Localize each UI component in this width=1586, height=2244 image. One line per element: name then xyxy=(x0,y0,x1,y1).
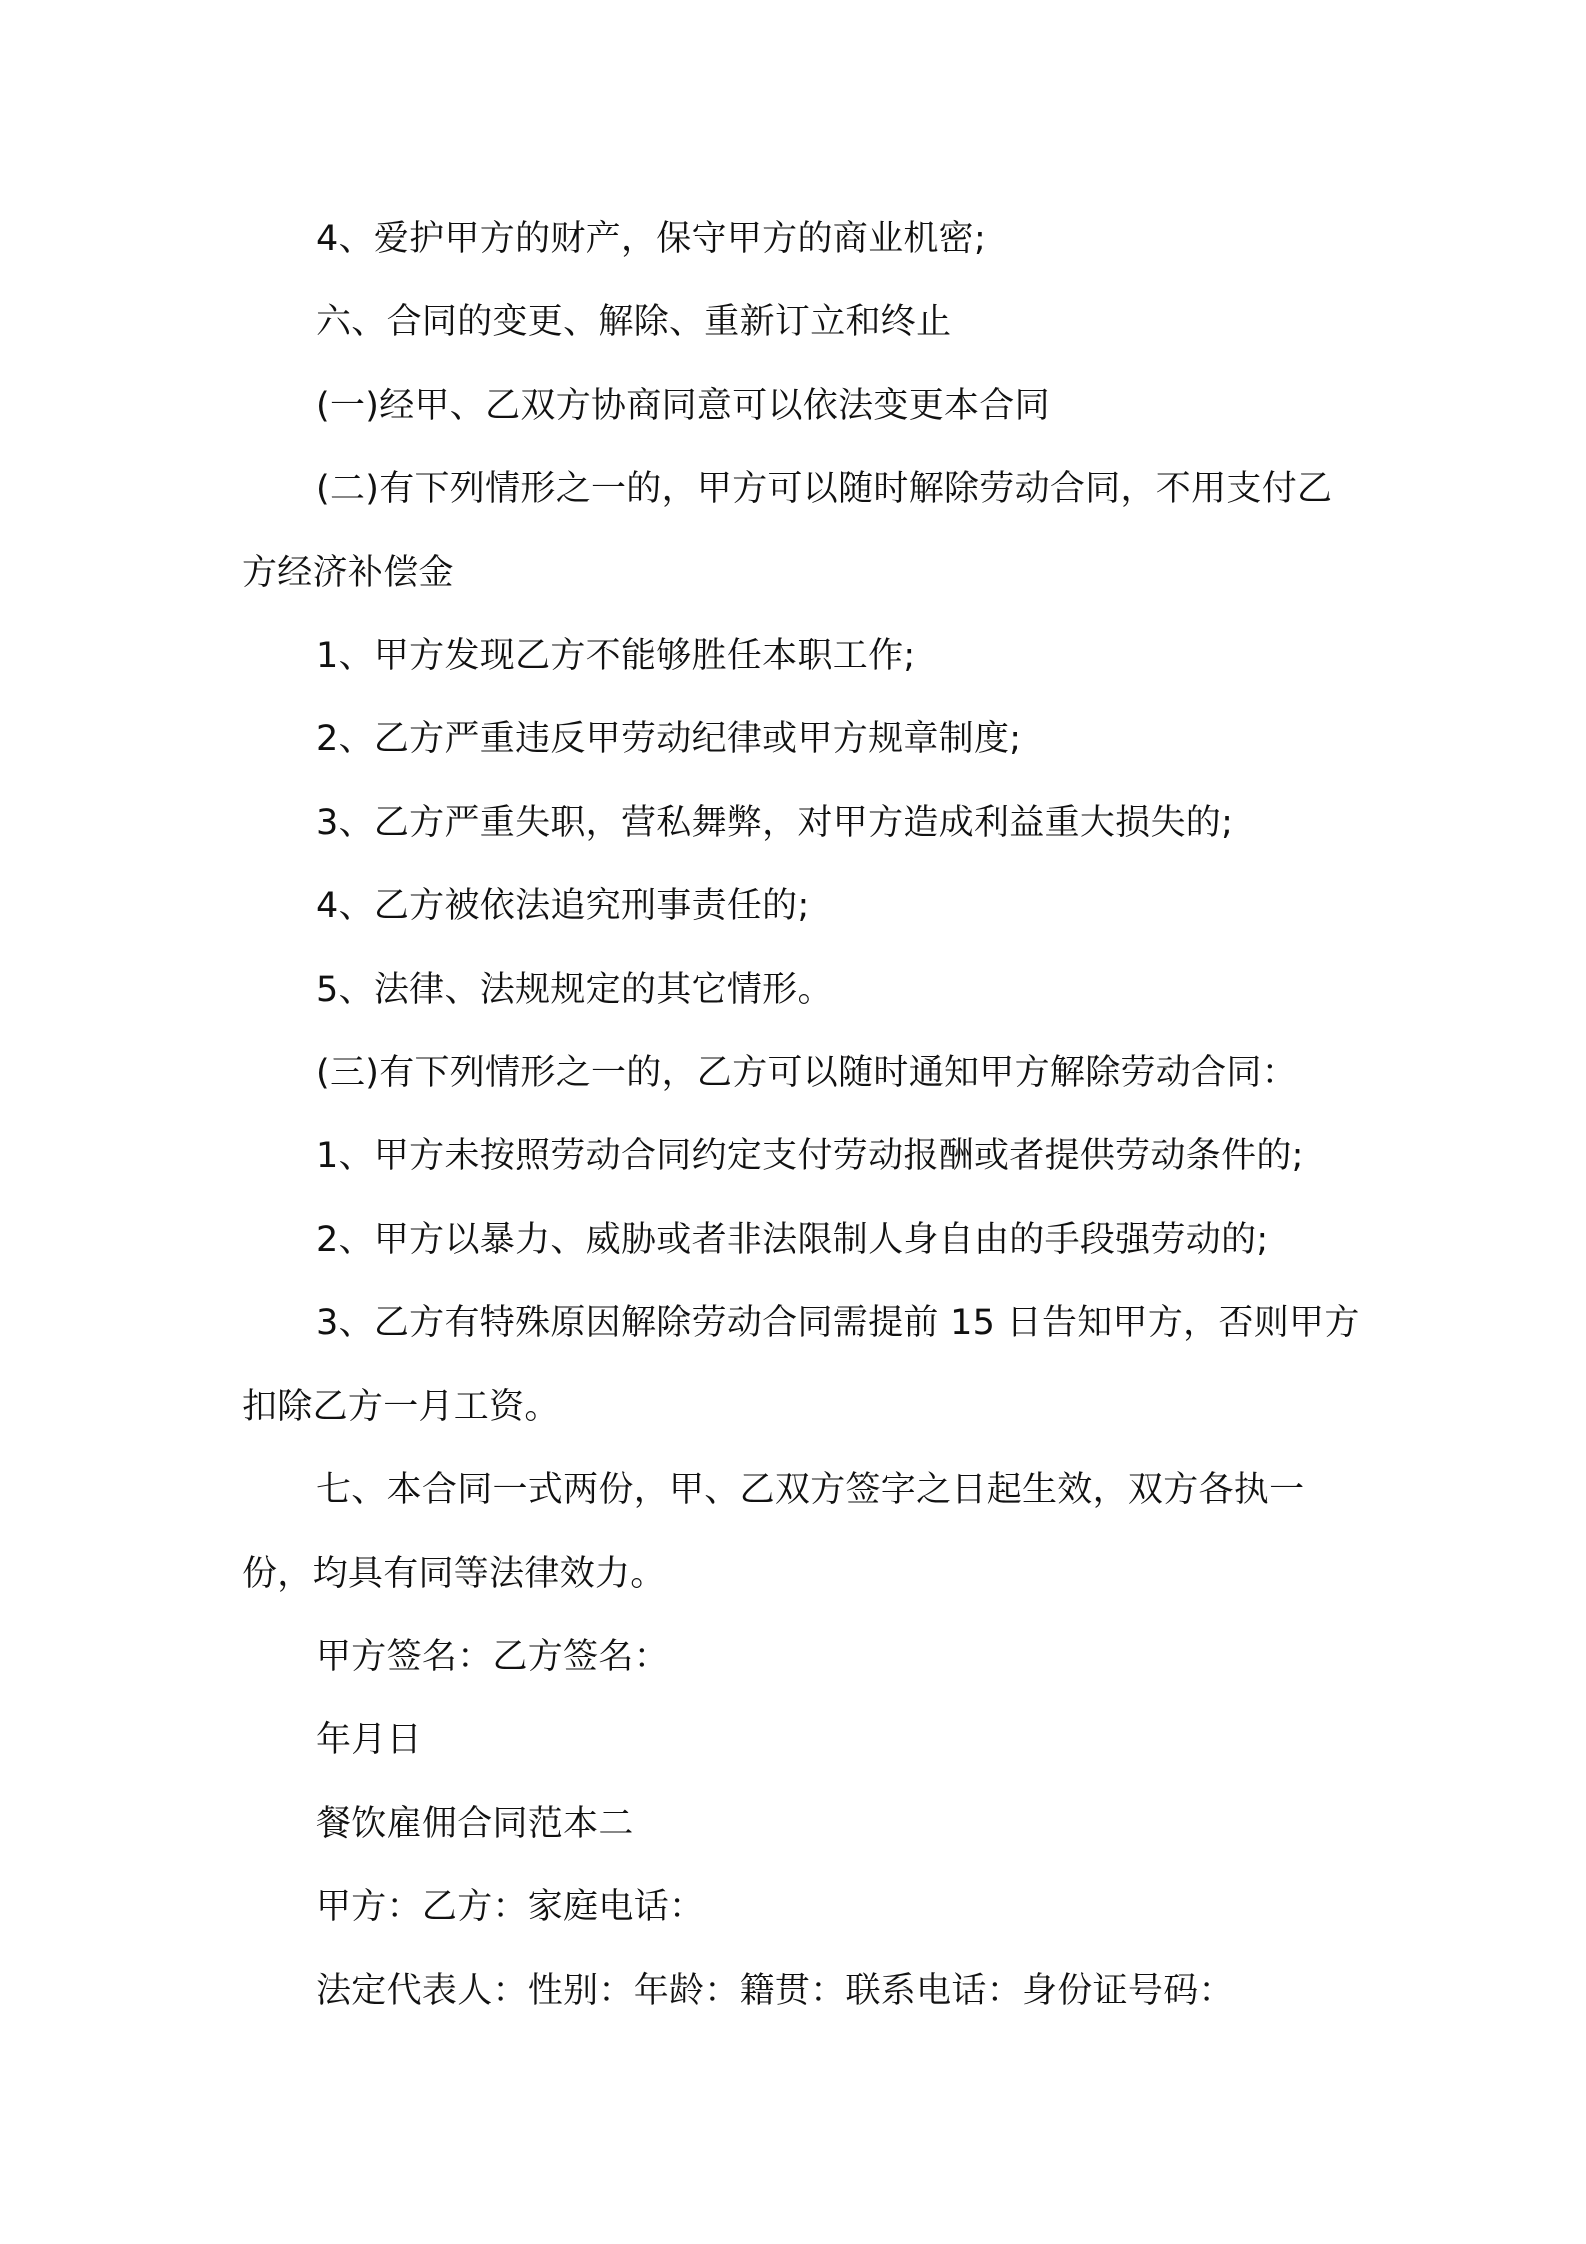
paragraph-item-4-protect-property: 4、爱护甲方的财产，保守甲方的商业机密; xyxy=(316,219,987,259)
list-item-employer-2: 2、乙方严重违反甲劳动纪律或甲方规章制度; xyxy=(316,719,1022,760)
paragraph-clause-three: (三)有下列情形之一的，乙方可以随时通知甲方解除劳动合同： xyxy=(316,1053,1298,1094)
section-heading-six: 六、合同的变更、解除、重新订立和终止 xyxy=(316,302,952,343)
list-item-employee-3: 3、乙方有特殊原因解除劳动合同需提前 15 日告知甲方，否则甲方扣除乙方一月工资。 xyxy=(242,1303,1360,1427)
document-body xyxy=(242,198,1362,2033)
list-item-employer-1: 1、甲方发现乙方不能够胜任本职工作; xyxy=(316,636,916,677)
section-heading-seven: 七、本合同一式两份，甲、乙双方签字之日起生效，双方各执一份，均具有同等法律效力。 xyxy=(242,1470,1305,1594)
list-item-employer-3: 3、乙方严重失职，营私舞弊，对甲方造成利益重大损失的; xyxy=(316,802,1234,843)
list-item-employer-5: 5、法律、法规规定的其它情形。 xyxy=(316,969,833,1010)
list-item-employer-4: 4、乙方被依法追究刑事责任的; xyxy=(316,886,810,927)
paragraph-clause-one: (一)经甲、乙双方协商同意可以依法变更本合同 xyxy=(316,385,1050,426)
paragraph-clause-two: (二)有下列情形之一的，甲方可以随时解除劳动合同，不用支付乙方经济补偿金 xyxy=(242,469,1333,593)
signature-line: 甲方签名：乙方签名： xyxy=(316,1636,670,1677)
representative-details-line: 法定代表人：性别：年龄：籍贯：联系电话：身份证号码： xyxy=(316,1970,1234,2011)
contract-title-two: 餐饮雇佣合同范本二 xyxy=(316,1803,634,1844)
list-item-employee-1: 1、甲方未按照劳动合同约定支付劳动报酬或者提供劳动条件的; xyxy=(316,1136,1304,1177)
list-item-employee-2: 2、甲方以暴力、威胁或者非法限制人身自由的手段强劳动的; xyxy=(316,1219,1269,1260)
date-line: 年月日 xyxy=(316,1720,422,1761)
parties-line: 甲方：乙方：家庭电话： xyxy=(316,1887,705,1928)
